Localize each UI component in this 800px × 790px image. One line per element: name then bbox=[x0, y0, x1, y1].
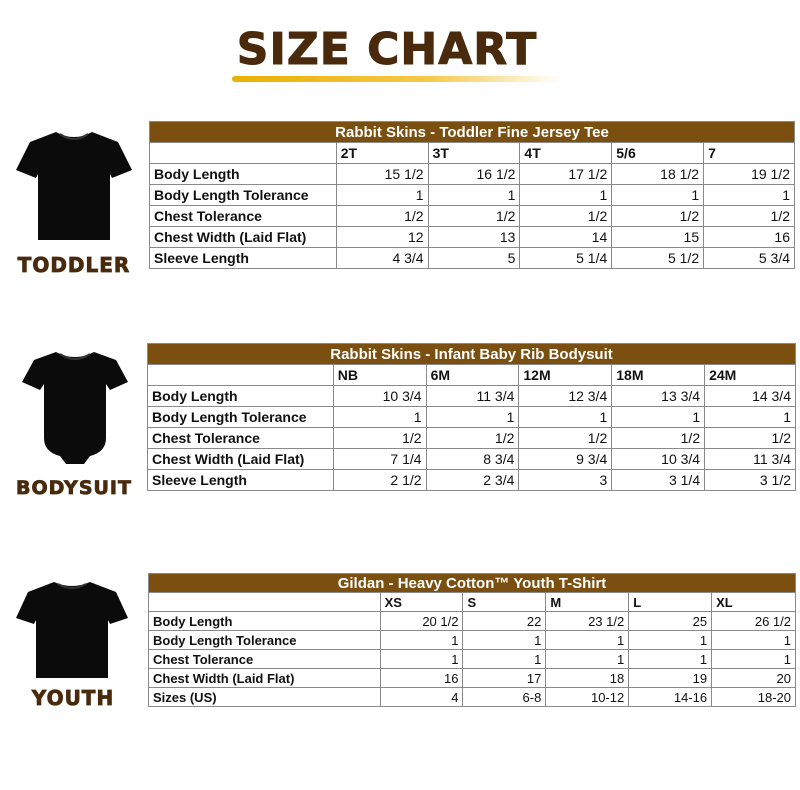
cell: 17 1/2 bbox=[520, 164, 612, 185]
youth-label: YOUTH bbox=[31, 686, 115, 710]
cell: 5 bbox=[428, 248, 520, 269]
size-header: NB bbox=[333, 365, 426, 386]
size-header: S bbox=[463, 593, 546, 612]
size-header: 2T bbox=[336, 143, 428, 164]
cell: 1 bbox=[546, 650, 629, 669]
toddler-tee-icon bbox=[14, 128, 134, 242]
cell: 16 1/2 bbox=[428, 164, 520, 185]
cell: 6-8 bbox=[463, 688, 546, 707]
cell: 18 bbox=[546, 669, 629, 688]
size-header-row bbox=[150, 143, 795, 164]
size-header: 3T bbox=[428, 143, 520, 164]
cell: 22 bbox=[463, 612, 546, 631]
cell: 14-16 bbox=[629, 688, 712, 707]
cell: 1/2 bbox=[612, 206, 704, 227]
size-header: 18M bbox=[612, 365, 705, 386]
cell: 12 3/4 bbox=[519, 386, 612, 407]
cell: 1 bbox=[463, 650, 546, 669]
cell: 1 bbox=[705, 407, 796, 428]
size-header: 12M bbox=[519, 365, 612, 386]
cell: 1 bbox=[380, 631, 463, 650]
row-label: Sleeve Length bbox=[150, 248, 337, 269]
size-header: L bbox=[629, 593, 712, 612]
cell: 10 3/4 bbox=[612, 449, 705, 470]
youth-size-table bbox=[148, 573, 796, 707]
table-title: Gildan - Heavy Cotton™ Youth T-Shirt bbox=[149, 574, 796, 593]
cell: 1/2 bbox=[612, 428, 705, 449]
cell: 13 3/4 bbox=[612, 386, 705, 407]
table-row bbox=[149, 650, 796, 669]
size-header: 5/6 bbox=[612, 143, 704, 164]
cell: 1 bbox=[428, 185, 520, 206]
cell: 25 bbox=[629, 612, 712, 631]
cell: 15 1/2 bbox=[336, 164, 428, 185]
cell: 11 3/4 bbox=[705, 449, 796, 470]
title-underline bbox=[232, 76, 562, 82]
bodysuit-icon bbox=[20, 348, 130, 468]
cell: 12 bbox=[336, 227, 428, 248]
size-header: 4T bbox=[520, 143, 612, 164]
size-header: XL bbox=[712, 593, 796, 612]
row-label: Chest Tolerance bbox=[148, 428, 334, 449]
table-row bbox=[150, 227, 795, 248]
row-label: Chest Width (Laid Flat) bbox=[149, 669, 381, 688]
cell: 18-20 bbox=[712, 688, 796, 707]
cell: 4 bbox=[380, 688, 463, 707]
cell: 19 1/2 bbox=[704, 164, 795, 185]
cell: 5 1/2 bbox=[612, 248, 704, 269]
cell: 1 bbox=[629, 650, 712, 669]
cell: 1 bbox=[629, 631, 712, 650]
table-row bbox=[148, 428, 796, 449]
cell: 26 1/2 bbox=[712, 612, 796, 631]
row-label: Body Length bbox=[150, 164, 337, 185]
row-label: Chest Width (Laid Flat) bbox=[150, 227, 337, 248]
toddler-size-table bbox=[149, 121, 795, 269]
cell: 8 3/4 bbox=[426, 449, 519, 470]
youth-tee-icon bbox=[14, 578, 130, 680]
cell: 2 1/2 bbox=[333, 470, 426, 491]
size-header: 6M bbox=[426, 365, 519, 386]
table-row bbox=[149, 669, 796, 688]
cell: 1/2 bbox=[426, 428, 519, 449]
cell: 19 bbox=[629, 669, 712, 688]
cell: 7 1/4 bbox=[333, 449, 426, 470]
size-header: M bbox=[546, 593, 629, 612]
size-header: 24M bbox=[705, 365, 796, 386]
cell: 16 bbox=[380, 669, 463, 688]
cell: 1 bbox=[519, 407, 612, 428]
cell: 1 bbox=[520, 185, 612, 206]
cell: 15 bbox=[612, 227, 704, 248]
size-header: 7 bbox=[704, 143, 795, 164]
bodysuit-size-table bbox=[147, 343, 796, 491]
cell: 5 3/4 bbox=[704, 248, 795, 269]
row-label: Body Length bbox=[148, 386, 334, 407]
row-label: Chest Width (Laid Flat) bbox=[148, 449, 334, 470]
cell: 1 bbox=[712, 650, 796, 669]
cell: 1 bbox=[336, 185, 428, 206]
table-row bbox=[149, 631, 796, 650]
cell: 23 1/2 bbox=[546, 612, 629, 631]
cell: 1 bbox=[380, 650, 463, 669]
cell: 1/2 bbox=[704, 206, 795, 227]
cell: 14 bbox=[520, 227, 612, 248]
empty-cell bbox=[150, 143, 337, 164]
size-header-row bbox=[148, 365, 796, 386]
cell: 3 1/2 bbox=[705, 470, 796, 491]
cell: 14 3/4 bbox=[705, 386, 796, 407]
cell: 17 bbox=[463, 669, 546, 688]
toddler-label: TODDLER bbox=[17, 253, 131, 277]
page-title: SIZE CHART bbox=[236, 24, 538, 75]
cell: 1/2 bbox=[519, 428, 612, 449]
cell: 1/2 bbox=[520, 206, 612, 227]
table-row bbox=[150, 248, 795, 269]
cell: 20 bbox=[712, 669, 796, 688]
row-label: Chest Tolerance bbox=[149, 650, 381, 669]
cell: 1 bbox=[612, 407, 705, 428]
cell: 1/2 bbox=[336, 206, 428, 227]
row-label: Sleeve Length bbox=[148, 470, 334, 491]
row-label: Body Length bbox=[149, 612, 381, 631]
cell: 1 bbox=[546, 631, 629, 650]
table-row bbox=[148, 449, 796, 470]
table-row bbox=[148, 407, 796, 428]
cell: 16 bbox=[704, 227, 795, 248]
cell: 1 bbox=[426, 407, 519, 428]
row-label: Body Length Tolerance bbox=[148, 407, 334, 428]
table-row bbox=[150, 164, 795, 185]
cell: 18 1/2 bbox=[612, 164, 704, 185]
cell: 1 bbox=[333, 407, 426, 428]
row-label: Body Length Tolerance bbox=[149, 631, 381, 650]
cell: 1/2 bbox=[333, 428, 426, 449]
cell: 9 3/4 bbox=[519, 449, 612, 470]
empty-cell bbox=[149, 593, 381, 612]
cell: 2 3/4 bbox=[426, 470, 519, 491]
cell: 3 bbox=[519, 470, 612, 491]
table-row bbox=[148, 386, 796, 407]
cell: 11 3/4 bbox=[426, 386, 519, 407]
table-title: Rabbit Skins - Toddler Fine Jersey Tee bbox=[150, 122, 795, 143]
row-label: Chest Tolerance bbox=[150, 206, 337, 227]
size-header: XS bbox=[380, 593, 463, 612]
cell: 3 1/4 bbox=[612, 470, 705, 491]
cell: 1 bbox=[704, 185, 795, 206]
cell: 10 3/4 bbox=[333, 386, 426, 407]
table-row bbox=[149, 688, 796, 707]
empty-cell bbox=[148, 365, 334, 386]
cell: 20 1/2 bbox=[380, 612, 463, 631]
cell: 1 bbox=[463, 631, 546, 650]
size-header-row bbox=[149, 593, 796, 612]
cell: 5 1/4 bbox=[520, 248, 612, 269]
table-title: Rabbit Skins - Infant Baby Rib Bodysuit bbox=[148, 344, 796, 365]
table-row bbox=[150, 185, 795, 206]
cell: 1 bbox=[712, 631, 796, 650]
table-row bbox=[150, 206, 795, 227]
cell: 13 bbox=[428, 227, 520, 248]
cell: 1/2 bbox=[705, 428, 796, 449]
cell: 1 bbox=[612, 185, 704, 206]
bodysuit-label: BODYSUIT bbox=[16, 477, 132, 499]
row-label: Body Length Tolerance bbox=[150, 185, 337, 206]
cell: 4 3/4 bbox=[336, 248, 428, 269]
cell: 1/2 bbox=[428, 206, 520, 227]
cell: 10-12 bbox=[546, 688, 629, 707]
table-row bbox=[149, 612, 796, 631]
table-row bbox=[148, 470, 796, 491]
row-label: Sizes (US) bbox=[149, 688, 381, 707]
